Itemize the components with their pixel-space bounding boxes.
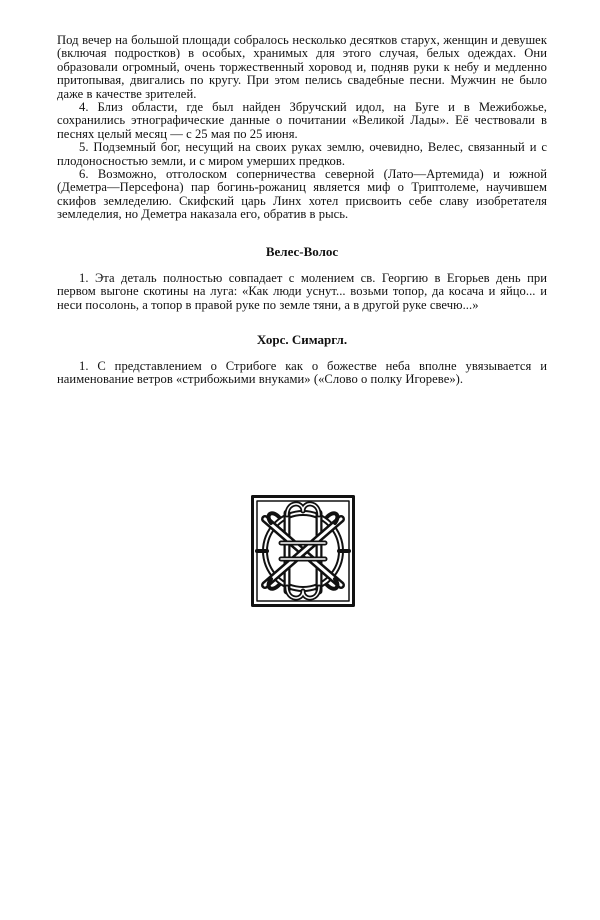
- heading-khors-simargl: Хорс. Симаргл.: [256, 331, 348, 347]
- veles-note-1: 1. Эта деталь полностью совпадает с молением св. Георгию в Егорьев день при первом выгоне скотины на луга: «Как люди уснут... возьми топор, да косача и яйцо... и неси посолонь, а топор в правой руке по земле тяни, а в другой руке свечю...»: [57, 270, 547, 312]
- page-content: [57, 34, 547, 387]
- paragraph-continuation: Под вечер на большой площади собралось несколько десятков старух, женщин и девушек (включая подростков) в особых, хранимых для этого случая, белых одеждах. Они образовали огромный, очень торжественный хоровод и, подняв руки к небу и медленно притопывая, двигались по кругу. При этом пелись свадебные песни. Мужчин не было даже в качестве зрителей.: [57, 33, 547, 101]
- khors-note-1: 1. С представлением о Стрибоге как о божестве неба вполне увязывается и наименование ветров «стрибожьими внуками» («Слово о полку Игореве»).: [57, 358, 547, 387]
- heading-veles-volos: Велес-Волос: [265, 243, 339, 259]
- interlace-ornament-icon: [251, 495, 355, 607]
- note-6: 6. Возможно, отголоском соперничества северной (Лато—Артемида) и южной (Деметра—Персефона) пар богинь-рожаниц является миф о Триптолеме, научившем скифов земледелию. Скифский царь Линх хотел присвоить себе славу изобретателя земледелия, но Деметра наказала его, обратив в рысь.: [57, 167, 547, 222]
- note-5: 5. Подземный бог, несущий на своих руках землю, очевидно, Велес, связанный и с плодоносностью земли, и с миром умерших предков.: [57, 140, 547, 168]
- note-4: 4. Близ области, где был найден Збручский идол, на Буге и в Межибожье, сохранились этнографические данные о почитании «Великой Лады». Её чествовали в песнях целый месяц — с 25 мая по 25 июня.: [57, 100, 547, 141]
